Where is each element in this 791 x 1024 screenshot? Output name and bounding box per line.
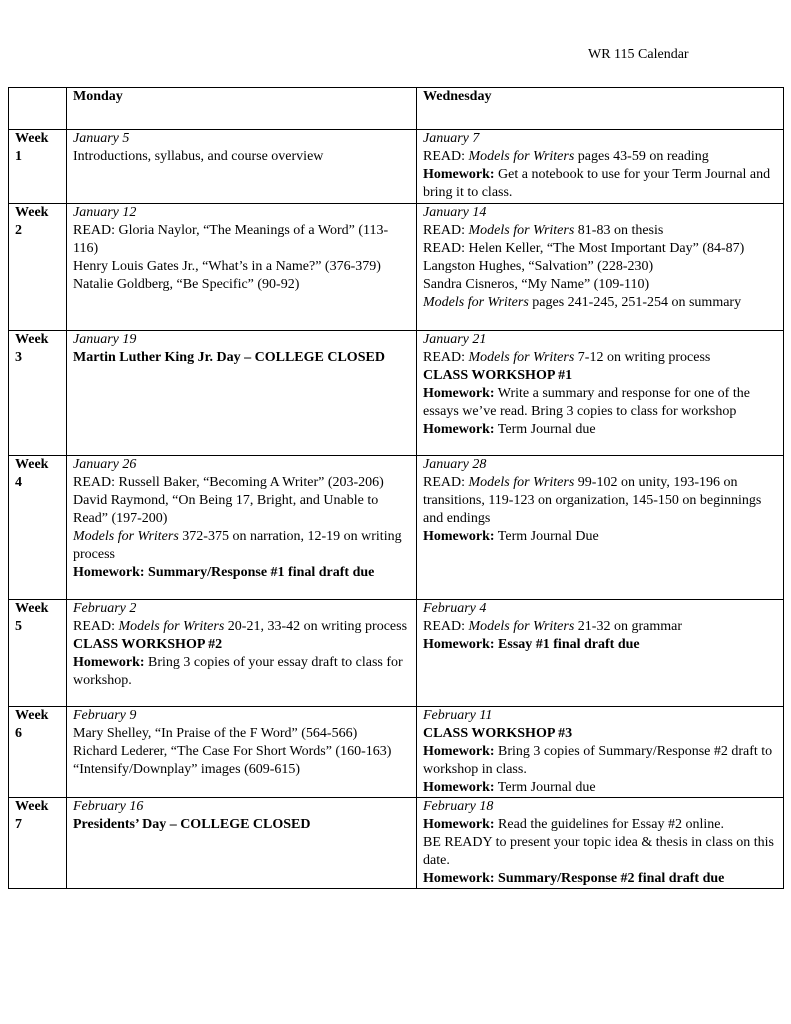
week-word: Week — [15, 205, 49, 220]
week-label — [9, 600, 67, 707]
book-title: Models for Writers — [73, 529, 179, 544]
entry — [73, 618, 410, 636]
workshop-note: CLASS WORKSHOP #2 — [73, 637, 223, 652]
header-week — [9, 88, 67, 130]
week-number: 6 — [15, 726, 22, 741]
entry-text: READ: — [423, 350, 469, 365]
book-title: Models for Writers — [468, 223, 575, 238]
monday-cell — [67, 456, 417, 600]
week-word: Week — [15, 708, 49, 723]
entry: Natalie Goldberg, “Be Specific” (90-92) — [73, 277, 300, 292]
entry — [423, 294, 777, 312]
date: January 12 — [73, 205, 137, 220]
entry: Sandra Cisneros, “My Name” (109-110) — [423, 277, 650, 292]
wednesday-cell — [417, 456, 784, 600]
entry-text: READ: — [73, 619, 119, 634]
wednesday-cell — [417, 331, 784, 456]
entry — [73, 528, 410, 564]
homework — [423, 816, 777, 834]
date: February 9 — [73, 708, 137, 723]
holiday-note: Martin Luther King Jr. Day – COLLEGE CLOSED — [73, 350, 385, 365]
homework-text: Term Journal due — [494, 780, 596, 795]
entry: Introductions, syllabus, and course overview — [73, 149, 324, 164]
homework-text: Term Journal due — [494, 422, 596, 437]
homework — [423, 528, 777, 546]
entry-text: 7-12 on writing process — [574, 350, 711, 365]
date: January 19 — [73, 332, 137, 347]
week-word: Week — [15, 131, 49, 146]
date: January 21 — [423, 332, 487, 347]
week-label — [9, 798, 67, 889]
table-row — [9, 204, 784, 331]
homework-label: Homework: — [73, 655, 145, 670]
book-title: Models for Writers — [468, 475, 575, 490]
homework-text: Read the guidelines for Essay #2 online. — [494, 817, 724, 832]
homework-label: Homework: — [423, 744, 495, 759]
homework — [73, 654, 410, 690]
book-title: Models for Writers — [468, 619, 575, 634]
entry-text: READ: — [423, 149, 469, 164]
workshop-note: CLASS WORKSHOP #1 — [423, 368, 573, 383]
entry: Richard Lederer, “The Case For Short Words” (160-163) — [73, 744, 392, 759]
homework-text: Write a summary and response for one of the essays we’ve read. Bring 3 copies to class for workshop — [423, 386, 750, 419]
table-row — [9, 130, 784, 204]
homework-text: Bring 3 copies of your essay draft to class for workshop. — [73, 655, 403, 688]
entry-text: 21-32 on grammar — [574, 619, 682, 634]
header-monday: Monday — [67, 88, 417, 130]
week-number: 7 — [15, 817, 22, 832]
entry — [423, 618, 777, 636]
monday-cell — [67, 130, 417, 204]
monday-cell — [67, 204, 417, 331]
entry — [423, 222, 777, 240]
homework-label: Homework: — [423, 817, 495, 832]
entry — [423, 474, 777, 528]
entry: Henry Louis Gates Jr., “What’s in a Name?” (376-379) — [73, 259, 381, 274]
homework-label: Homework: — [423, 529, 495, 544]
week-label — [9, 204, 67, 331]
monday-cell — [67, 600, 417, 707]
homework — [423, 166, 777, 202]
entry: David Raymond, “On Being 17, Bright, and Unable to Read” (197-200) — [73, 493, 379, 526]
entry-text: pages 241-245, 251-254 on summary — [528, 295, 742, 310]
homework-text: Term Journal Due — [494, 529, 599, 544]
week-label — [9, 331, 67, 456]
table-row — [9, 456, 784, 600]
date: January 5 — [73, 131, 130, 146]
monday-cell — [67, 331, 417, 456]
wednesday-cell — [417, 707, 784, 798]
entry — [423, 349, 777, 367]
homework: Homework: Summary/Response #1 final draft due — [73, 565, 375, 580]
date: January 14 — [423, 205, 487, 220]
homework-text: Get a notebook to use for your Term Journal and bring it to class. — [423, 167, 771, 200]
entry-text: pages 43-59 on reading — [574, 149, 709, 164]
entry: READ: Helen Keller, “The Most Important Day” (84-87) — [423, 241, 745, 256]
week-number: 1 — [15, 149, 22, 164]
book-title: Models for Writers — [423, 295, 529, 310]
monday-cell — [67, 798, 417, 889]
week-word: Week — [15, 332, 49, 347]
homework — [423, 743, 777, 779]
wednesday-cell — [417, 130, 784, 204]
monday-cell — [67, 707, 417, 798]
homework-label: Homework: — [423, 780, 495, 795]
date: January 26 — [73, 457, 137, 472]
wednesday-cell — [417, 798, 784, 889]
entry — [423, 148, 777, 166]
entry: “Intensify/Downplay” images (609-615) — [73, 762, 301, 777]
homework — [423, 385, 777, 421]
date: January 7 — [423, 131, 480, 146]
entry: Langston Hughes, “Salvation” (228-230) — [423, 259, 654, 274]
week-label — [9, 707, 67, 798]
week-label — [9, 456, 67, 600]
week-number: 4 — [15, 475, 22, 490]
table-row — [9, 707, 784, 798]
entry: READ: Gloria Naylor, “The Meanings of a Word” (113-116) — [73, 223, 389, 256]
homework: Homework: Summary/Response #2 final draft due — [423, 871, 725, 886]
wednesday-cell — [417, 204, 784, 331]
week-word: Week — [15, 601, 49, 616]
entry: Mary Shelley, “In Praise of the F Word” (564-566) — [73, 726, 358, 741]
week-number: 5 — [15, 619, 22, 634]
entry-text: READ: — [423, 619, 469, 634]
table-row — [9, 798, 784, 889]
week-label — [9, 130, 67, 204]
date: February 2 — [73, 601, 137, 616]
week-word: Week — [15, 799, 49, 814]
workshop-note: CLASS WORKSHOP #3 — [423, 726, 573, 741]
date: February 11 — [423, 708, 493, 723]
entry: READ: Russell Baker, “Becoming A Writer” (203-206) — [73, 475, 384, 490]
holiday-note: Presidents’ Day – COLLEGE CLOSED — [73, 817, 311, 832]
table-header-row — [9, 88, 784, 130]
entry-text: 99-102 on unity, 193-196 on transitions, 119-123 on organization, 145-150 on beginnings and endings — [423, 475, 762, 526]
homework-label: Homework: — [423, 422, 495, 437]
date: February 16 — [73, 799, 144, 814]
header-wednesday: Wednesday — [417, 88, 784, 130]
homework-text: Bring 3 copies of Summary/Response #2 draft to workshop in class. — [423, 744, 773, 777]
homework — [423, 421, 777, 439]
calendar-table — [8, 87, 784, 889]
homework-label: Homework: — [423, 386, 495, 401]
table-row — [9, 600, 784, 707]
date: February 4 — [423, 601, 487, 616]
table-row — [9, 331, 784, 456]
book-title: Models for Writers — [468, 149, 575, 164]
document-title: WR 115 Calendar — [588, 47, 689, 62]
book-title: Models for Writers — [118, 619, 225, 634]
entry: BE READY to present your topic idea & thesis in class on this date. — [423, 835, 774, 868]
week-number: 2 — [15, 223, 22, 238]
entry-text: 372-375 on narration, 12-19 on writing process — [73, 529, 402, 562]
entry-text: READ: — [423, 223, 469, 238]
homework — [423, 779, 777, 797]
wednesday-cell — [417, 600, 784, 707]
entry-text: 20-21, 33-42 on writing process — [224, 619, 408, 634]
week-number: 3 — [15, 350, 22, 365]
book-title: Models for Writers — [468, 350, 575, 365]
week-word: Week — [15, 457, 49, 472]
homework-label: Homework: — [423, 167, 495, 182]
date: January 28 — [423, 457, 487, 472]
entry-text: READ: — [423, 475, 469, 490]
homework: Homework: Essay #1 final draft due — [423, 637, 640, 652]
date: February 18 — [423, 799, 494, 814]
entry-text: 81-83 on thesis — [574, 223, 664, 238]
